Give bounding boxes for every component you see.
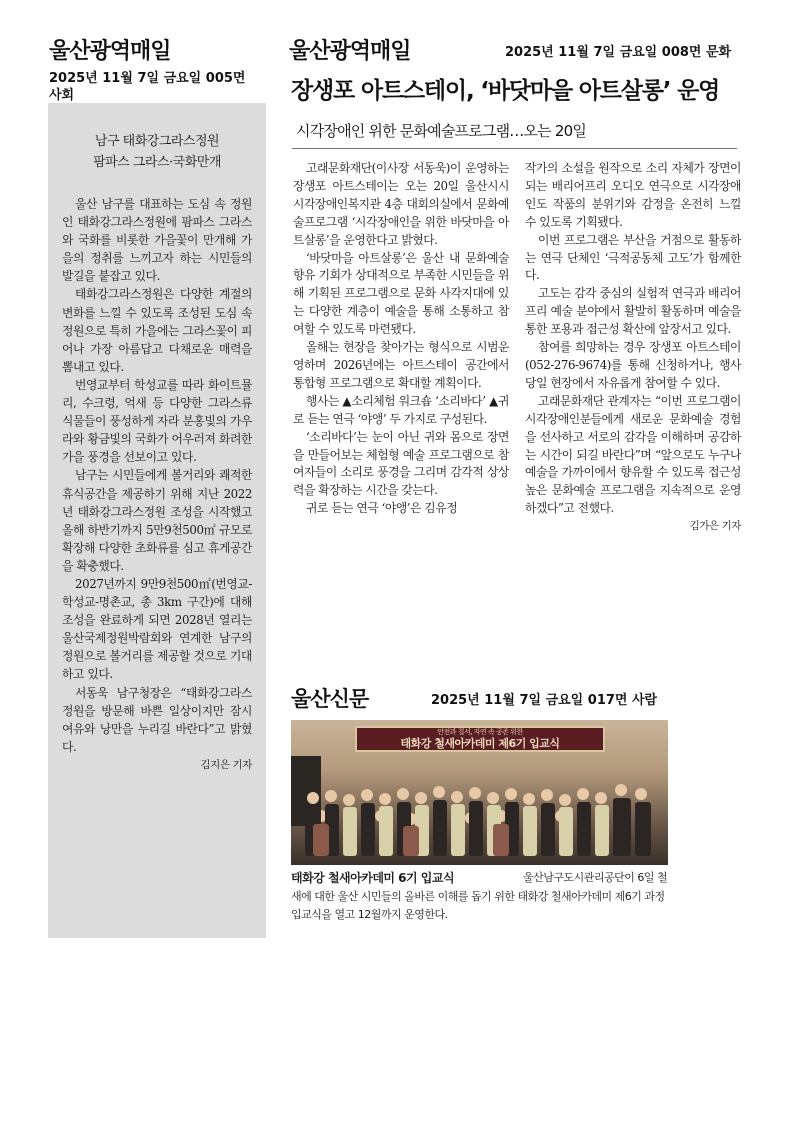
right-dateline: 2025년 11월 7일 금요일 008면 문화	[505, 45, 732, 60]
right-column-2	[525, 160, 741, 536]
banner-line2: 태화강 철새아카데미 제6기 입교식	[400, 737, 560, 750]
right-paragraph: 참여를 희망하는 경우 장생포 아트스테이(052-276-9674)를 통해 신청하거나, 행사 당일 현장에서 자유롭게 참여할 수 있다.	[525, 340, 741, 390]
left-paragraph: 태화강그라스정원은 다양한 계절의 변화를 느낄 수 있도록 조성된 도심 속 정원으로 특히 가을에는 그라스꽃이 피어나 가장 아름답고 다채로운 매력을 뽐내고 있다.	[62, 287, 252, 374]
left-article-box	[48, 103, 266, 938]
left-paragraph: 남구는 시민들에게 볼거리와 쾌적한 휴식공간을 제공하기 위해 지난 2022년 태화강그라스정원 조성을 시작했고 올해 하반기까지 5만9천500㎡ 규모로 확장해 다양한 초화류를 심고 휴게공간을 확충했다.	[62, 468, 252, 573]
right-column-1	[293, 160, 509, 518]
left-title-line1: 남구 태화강그라스정원	[94, 134, 220, 149]
left-paragraph: 울산 남구를 대표하는 도심 속 정원인 태화강그라스정원에 팜파스 그라스와 국화를 비롯한 가을꽃이 만개해 가을의 정취를 느끼고자 하는 시민들의 발길을 붙잡고 있다.	[62, 197, 252, 284]
left-section: 사회	[49, 88, 75, 103]
right-byline: 김가은 기자	[689, 520, 741, 533]
right-paragraph: 이번 프로그램은 부산을 거점으로 활동하는 연극 단체인 ‘극적공동체 고도’가 함께한다.	[525, 232, 741, 283]
photo-dateline: 2025년 11월 7일 금요일 017면 사람	[431, 693, 658, 708]
group-photo	[291, 720, 668, 865]
right-paragraph: 귀로 듣는 연극 ‘야앵’은 김유정	[306, 501, 458, 516]
photo-caption	[291, 869, 669, 925]
photo-masthead: 울산신문	[291, 687, 369, 711]
right-paragraph: 올해는 현장을 찾아가는 형식으로 시범운영하며 2026년에는 아트스테이 공간에서 통합형 프로그램으로 확대할 계획이다.	[293, 340, 509, 390]
right-subhead: 시각장애인 위한 문화예술프로그램…오는 20일	[296, 122, 587, 140]
left-byline: 김지은 기자	[200, 758, 252, 771]
headline-divider	[292, 148, 737, 149]
photo-caption-text: 울산남구도시관리공단이 6일 철새에 대한 울산 시민들의 올바른 이해를 돕기 위한 태화강 철새아카데미 제6기 과정 입교식을 열고 12월까지 운영한다.	[291, 871, 668, 922]
right-paragraph: 행사는 ▲소리체험 워크숍 ‘소리바다’ ▲귀로 듣는 연극 ‘야앵’ 두 가지로 구성된다.	[293, 393, 509, 426]
left-paragraph: 2027년까지 9만9천500㎡(번영교-학성교-명촌교, 총 3km 구간)에 대해 조성을 완료하게 되면 2028년 열리는 울산국제정원박람회와 연계한 남구의 정원으로 볼거리를 제공할 것으로 기대하고 있다.	[62, 576, 252, 682]
right-paragraph-continued: 작가의 소설을 원작으로 소리 자체가 장면이 되는 배리어프리 오디오 연극으로 시각장애인도 작품의 분위기와 감정을 온전히 느낄 수 있도록 기획됐다.	[525, 161, 741, 229]
left-paragraph: 서동욱 남구청장은 “태화강그라스정원을 방문해 바쁜 일상이지만 잠시 여유와 낭만을 누리길 바란다”고 밝혔다.	[62, 685, 252, 754]
left-article-body	[48, 173, 266, 774]
right-paragraph: 고도는 감각 중심의 실험적 연극과 배리어프리 예술 분야에서 활발히 활동하며 예술을 통한 포용과 접근성 확산에 앞장서고 있다.	[525, 286, 741, 337]
left-masthead: 울산광역매일	[49, 39, 171, 64]
right-headline: 장생포 아트스테이, ‘바닷마을 아트살롱’ 운영	[291, 78, 720, 104]
left-dateline: 2025년 11월 7일 금요일 005면	[49, 71, 246, 86]
crowd-figures	[291, 720, 668, 865]
right-paragraph: ‘소리바다’는 눈이 아닌 귀와 몸으로 장면을 만들어보는 체험형 예술 프로그램으로 참여자들이 소리로 풍경을 그리며 감각적 상상력을 확장하는 시간을 갖는다.	[293, 429, 509, 498]
banner-line1: 안전과 질서, 자연 속 공존 위한	[437, 728, 523, 736]
right-masthead: 울산광역매일	[289, 39, 411, 64]
left-paragraph: 번영교부터 학성교를 따라 화이트뮬리, 수크령, 억새 등 다양한 그라스류 식물들이 풍성하게 자라 분홍빛의 가우라와 황금빛의 국화가 어우러져 화려한 가을 풍경을 선보이고 있다.	[62, 377, 252, 465]
left-title-line2: 팜파스 그라스·국화만개	[93, 155, 221, 170]
right-paragraph: 고래문화재단(이사장 서동욱)이 운영하는 장생포 아트스테이는 오는 20일 울산시시 시각장애인복지관 4층 대회의실에서 문화예술프로그램 ‘시각장애인을 위한 바닷마을 아트살롱’을 운영한다고 밝혔다.	[293, 161, 509, 247]
right-paragraph: ‘바닷마을 아트살롱’은 울산 내 문화예술 향유 기회가 상대적으로 부족한 시민들을 위해 기획된 프로그램으로 문화 사각지대에 있는 다양한 계층이 예술을 통해 소통하고 참여할 수 있도록 마련됐다.	[293, 250, 509, 337]
photo-caption-title: 태화강 철새아카데미 6기 입교식	[291, 871, 455, 885]
right-paragraph: 고래문화재단 관계자는 “이번 프로그램이 시각장애인분들에게 새로운 문화예술 경험을 선사하고 서로의 감각을 이해하며 공감하는 시간이 되길 바란다”며 “앞으로도 누구나 예술을 가까이에서 향유할 수 있도록 접근성 높은 문화예술 프로그램을 지속적으로 운영하겠다”고 전했다.	[525, 393, 741, 516]
left-article-title	[48, 131, 266, 173]
